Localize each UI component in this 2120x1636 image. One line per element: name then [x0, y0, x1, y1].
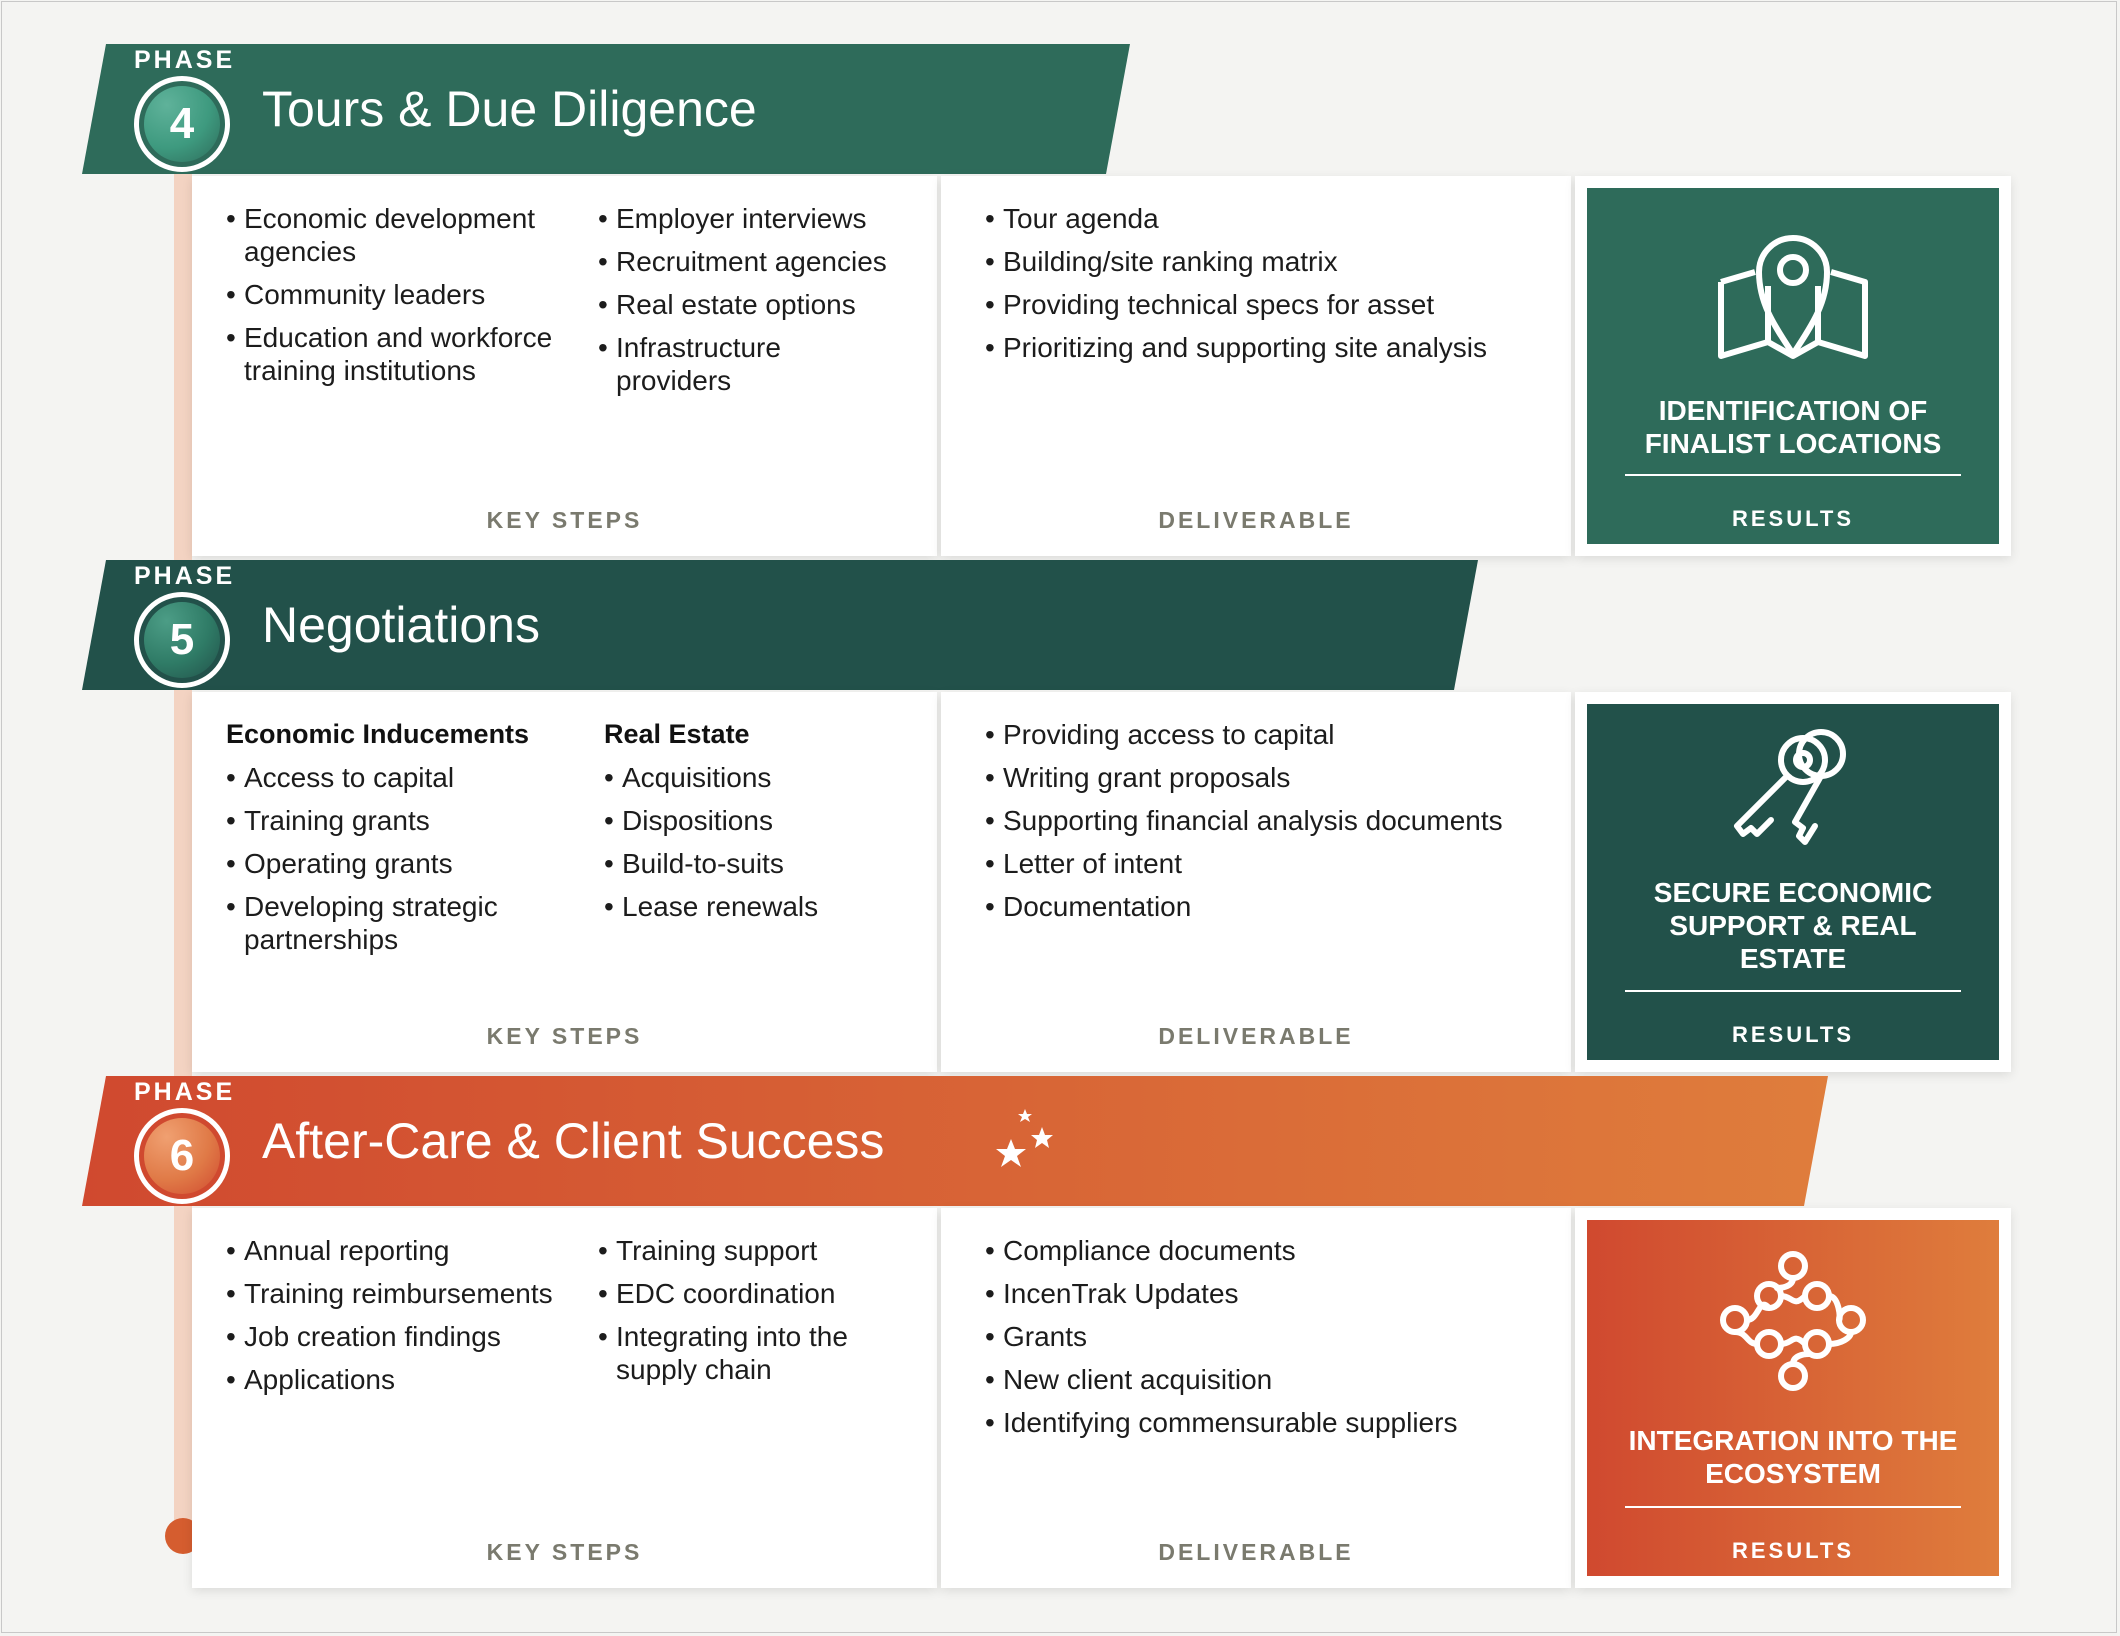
list-item: • Education and workforce training institutions [226, 321, 566, 387]
phase-5-result-title: SECURE ECONOMIC SUPPORT & REAL ESTATE [1653, 877, 1933, 974]
list-item: • Economic development agencies [226, 202, 566, 268]
phase-4-title: Tours & Due Diligence [262, 81, 757, 137]
list-item: • New client acquisition [985, 1363, 1565, 1396]
phase-5-key-steps-right [604, 761, 904, 923]
list-item: • Supporting financial analysis documents [985, 804, 1565, 837]
list-item: • Operating grants [226, 847, 586, 880]
phase-5-deliverable-label: DELIVERABLE [1158, 1023, 1354, 1049]
list-item: • Providing access to capital [985, 718, 1565, 751]
phase-6-label: PHASE [134, 1078, 236, 1106]
phase-5-results-label: RESULTS [1731, 1022, 1855, 1047]
list-item: • Acquisitions [604, 761, 904, 794]
phase-5-number: 5 [169, 615, 195, 664]
phase-6-key-steps-label: KEY STEPS [486, 1539, 643, 1565]
phase-4-results-label: RESULTS [1731, 506, 1855, 531]
keys-icon [1723, 722, 1863, 852]
list-item: • Employer interviews [598, 202, 918, 235]
divider [1625, 990, 1961, 992]
phase-5-number-badge [134, 592, 230, 688]
list-item: • Infrastructure providers [598, 331, 816, 397]
phase-6-key-steps-left [226, 1234, 586, 1396]
divider [1625, 1506, 1961, 1508]
list-item: • Training support [598, 1234, 918, 1267]
list-item: • Training grants [226, 804, 586, 837]
phase-4-number: 4 [169, 99, 195, 148]
phase-5-deliverables [985, 718, 1565, 923]
list-item: • Integrating into the supply chain [598, 1320, 896, 1386]
phase-4-deliverables [985, 202, 1555, 364]
list-item: • IncenTrak Updates [985, 1277, 1565, 1310]
divider [1625, 474, 1961, 476]
phase-6-deliverable-label: DELIVERABLE [1158, 1539, 1354, 1565]
phase-4-result-title: IDENTIFICATION OF FINALIST LOCATIONS [1644, 395, 1942, 459]
phase-4-key-steps-left [226, 202, 566, 387]
phase-5-right-heading: Real Estate [604, 719, 750, 749]
list-item: • Identifying commensurable suppliers [985, 1406, 1565, 1439]
list-item: • Compliance documents [985, 1234, 1565, 1267]
list-item: • Annual reporting [226, 1234, 586, 1267]
phase-6-deliverable-panel [941, 1208, 1571, 1588]
list-item: • Prioritizing and supporting site analysis [985, 331, 1555, 364]
phase-6-title: After-Care & Client Success [262, 1113, 885, 1169]
phase-6-results-label: RESULTS [1731, 1538, 1855, 1563]
stars-icon [995, 1105, 1065, 1175]
list-item: • Training reimbursements [226, 1277, 586, 1310]
list-item: • Access to capital [226, 761, 586, 794]
list-item: • Build-to-suits [604, 847, 904, 880]
phase-5-deliverable-panel [941, 692, 1571, 1072]
list-item: • Grants [985, 1320, 1565, 1353]
list-item: • Community leaders [226, 278, 566, 311]
phase-4-key-steps-panel [192, 176, 937, 556]
list-item: • Dispositions [604, 804, 904, 837]
phase-6-key-steps-right [598, 1234, 918, 1386]
phase-6-result-title: INTEGRATION INTO THE ECOSYSTEM [1628, 1425, 1958, 1489]
phase-4-key-steps-right [598, 202, 918, 397]
phase-6-number: 6 [169, 1131, 195, 1180]
list-item: • Job creation findings [226, 1320, 586, 1353]
phase-5-key-steps-left [226, 761, 586, 956]
phase-4-label: PHASE [134, 46, 236, 74]
map-pin-icon [1713, 224, 1873, 374]
list-item: • Recruitment agencies [598, 245, 918, 278]
phase-6-number-badge [134, 1108, 230, 1204]
list-item: • Writing grant proposals [985, 761, 1565, 794]
phase-4-deliverable-label: DELIVERABLE [1158, 507, 1354, 533]
phase-5-key-steps-label: KEY STEPS [486, 1023, 643, 1049]
list-item: • Applications [226, 1363, 586, 1396]
phase-6-results-panel [1575, 1208, 2011, 1588]
phase-4-key-steps-label: KEY STEPS [486, 507, 643, 533]
list-item: • Real estate options [598, 288, 918, 321]
list-item: • Building/site ranking matrix [985, 245, 1555, 278]
phase-5-left-heading: Economic Inducements [226, 719, 530, 749]
phase-5-results-panel [1575, 692, 2011, 1072]
list-item: • Letter of intent [985, 847, 1565, 880]
network-icon [1713, 1248, 1873, 1398]
timeline-line [174, 170, 192, 1540]
list-item: • Providing technical specs for asset [985, 288, 1555, 321]
phase-6-deliverables [985, 1234, 1565, 1439]
phase-5-title: Negotiations [262, 597, 540, 653]
list-item: • EDC coordination [598, 1277, 918, 1310]
phase-5-key-steps-panel [192, 692, 937, 1072]
list-item: • Tour agenda [985, 202, 1555, 235]
phase-4-deliverable-panel [941, 176, 1571, 556]
phase-5-label: PHASE [134, 562, 236, 590]
phase-4-number-badge [134, 76, 230, 172]
list-item: • Documentation [985, 890, 1565, 923]
list-item: • Developing strategic partnerships [226, 890, 544, 956]
list-item: • Lease renewals [604, 890, 904, 923]
phase-4-results-panel [1575, 176, 2011, 556]
phase-6-key-steps-panel [192, 1208, 937, 1588]
